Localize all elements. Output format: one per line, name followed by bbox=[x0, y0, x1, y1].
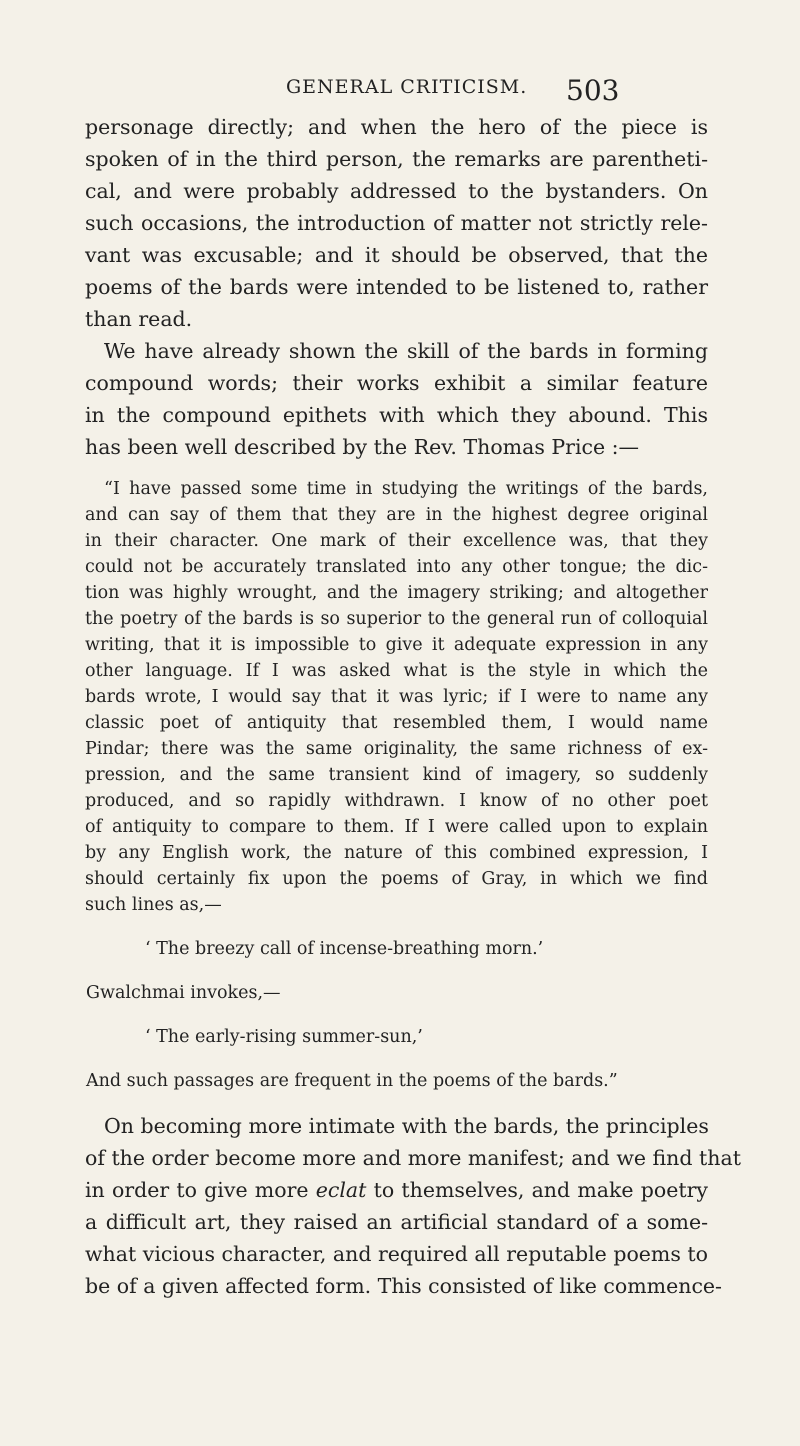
quote-line: such lines as,— bbox=[85, 895, 222, 915]
quote-line: classic poet of antiquity that resembled them, I would name bbox=[85, 713, 708, 733]
quote-line: Gwalchmai invokes,— bbox=[86, 983, 281, 1003]
body-line: vant was excusable; and it should be observed, that the bbox=[85, 243, 708, 267]
quote-line: And such passages are frequent in the poems of the bards.” bbox=[86, 1071, 618, 1091]
body-line: compound words; their works exhibit a similar feature bbox=[85, 371, 708, 395]
body-line: On becoming more intimate with the bards, the principles bbox=[104, 1114, 709, 1138]
body-line: has been well described by the Rev. Thomas Price :— bbox=[85, 435, 640, 459]
quote-line: tion was highly wrought, and the imagery striking; and altogether bbox=[85, 583, 708, 603]
quote-line: other language. If I was asked what is the style in which the bbox=[85, 661, 708, 681]
quote-line: by any English work, the nature of this combined expression, I bbox=[85, 843, 708, 863]
quote-line: should certainly fix upon the poems of Gray, in which we find bbox=[85, 869, 708, 889]
body-line: be of a given affected form. This consisted of like commence- bbox=[85, 1274, 722, 1298]
body-line: personage directly; and when the hero of the piece is bbox=[85, 115, 708, 139]
body-line: a difficult art, they raised an artificial standard of a some- bbox=[85, 1210, 708, 1234]
body-line: in order to give more eclat to themselves, and make poetry bbox=[85, 1178, 708, 1202]
verse-quote: ‘ The breezy call of incense-breathing morn.’ bbox=[145, 939, 544, 959]
quote-line: pression, and the same transient kind of imagery, so suddenly bbox=[85, 765, 708, 785]
quote-line: Pindar; there was the same originality, the same richness of ex- bbox=[85, 739, 708, 759]
body-line: poems of the bards were intended to be listened to, rather bbox=[85, 275, 708, 299]
body-line: such occasions, the introduction of matter not strictly rele- bbox=[85, 211, 708, 235]
body-line: cal, and were probably addressed to the bystanders. On bbox=[85, 179, 708, 203]
quote-line: bards wrote, I would say that it was lyric; if I were to name any bbox=[85, 687, 708, 707]
quote-line: the poetry of the bards is so superior to the general run of colloquial bbox=[85, 609, 708, 629]
quote-line: writing, that it is impossible to give it adequate expression in any bbox=[85, 635, 708, 655]
body-line: of the order become more and more manifest; and we find that bbox=[85, 1146, 741, 1170]
page-number: 503 bbox=[566, 74, 620, 107]
verse-quote: ‘ The early-rising summer-sun,’ bbox=[145, 1027, 423, 1047]
quote-line: could not be accurately translated into any other tongue; the dic- bbox=[85, 557, 708, 577]
quote-line: produced, and so rapidly withdrawn. I know of no other poet bbox=[85, 791, 708, 811]
quote-line: in their character. One mark of their excellence was, that they bbox=[85, 531, 708, 551]
body-line: spoken of in the third person, the remarks are parentheti- bbox=[85, 147, 708, 171]
body-line: We have already shown the skill of the bards in forming bbox=[104, 339, 708, 363]
quote-line: and can say of them that they are in the highest degree original bbox=[85, 505, 708, 525]
running-title: GENERAL CRITICISM. bbox=[286, 76, 528, 98]
body-line: than read. bbox=[85, 307, 193, 331]
quote-line: of antiquity to compare to them. If I were called upon to explain bbox=[85, 817, 708, 837]
body-line: in the compound epithets with which they abound. This bbox=[85, 403, 708, 427]
body-line: what vicious character, and required all reputable poems to bbox=[85, 1242, 708, 1266]
quote-line: “I have passed some time in studying the writings of the bards, bbox=[104, 479, 708, 499]
emphasized-word: eclat bbox=[315, 1178, 367, 1202]
